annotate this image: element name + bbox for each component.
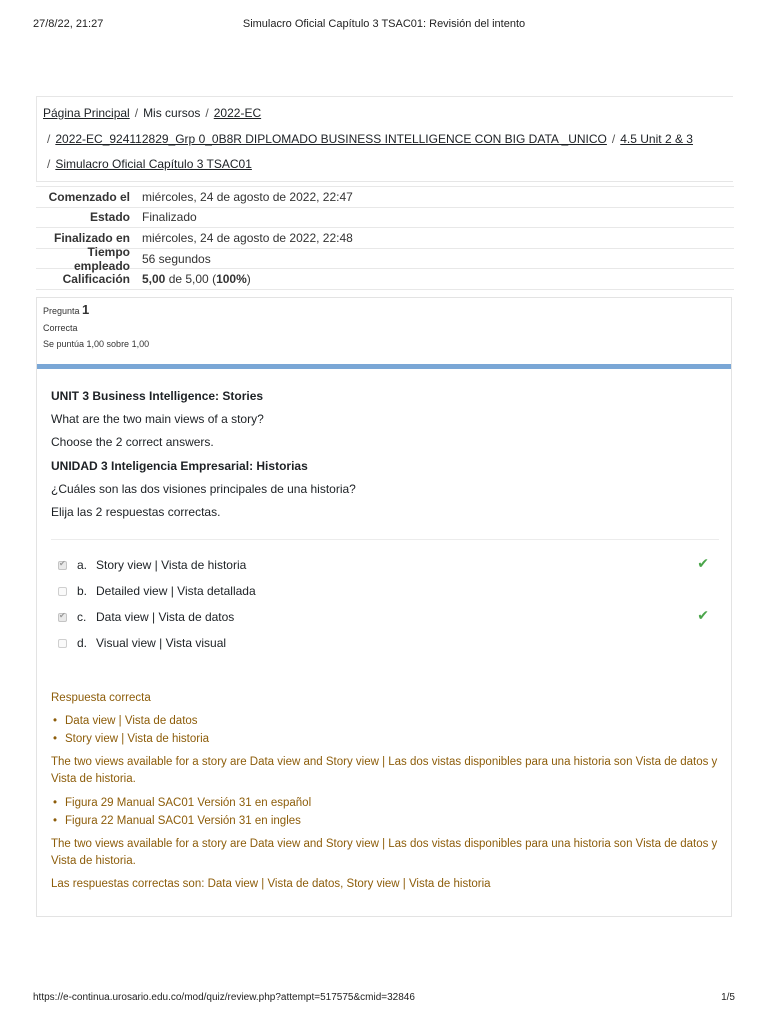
answer-checkbox[interactable] — [58, 639, 67, 648]
breadcrumb-separator: / — [134, 106, 139, 120]
print-title: Simulacro Oficial Capítulo 3 TSAC01: Revisión del intento — [242, 18, 526, 30]
grade-score: 5,00 — [142, 272, 166, 287]
question-text-line: Elija las 2 respuestas correctas. — [51, 504, 221, 519]
breadcrumb-quiz-link[interactable]: Simulacro Oficial Capítulo 3 TSAC01 — [55, 157, 252, 171]
summary-row-time-taken — [36, 244, 734, 273]
feedback-reference-list — [51, 794, 723, 830]
grade-percent: 100% — [216, 272, 247, 287]
feedback-list — [51, 712, 723, 748]
feedback-reference-item: • Figura 29 Manual SAC01 Versión 31 en español — [51, 794, 723, 812]
checkbox-check-icon: ✔ — [59, 610, 66, 620]
answer-text: Detailed view | Vista detallada — [96, 584, 256, 598]
question-divider-bar — [37, 364, 731, 369]
breadcrumb-separator: / — [205, 106, 209, 120]
question-card — [36, 297, 732, 917]
answer-option-c — [51, 604, 719, 630]
breadcrumb-separator: / — [611, 132, 616, 146]
feedback-paragraph: The two views available for a story are Data view and Story view | Las dos vistas disponibles para una historia son Vista de datos y Vista de historia. — [51, 756, 718, 785]
checkbox-check-icon: ✔ — [59, 558, 66, 568]
print-url: https://e-continua.urosario.edu.co/mod/quiz/review.php?attempt=517575&cmid=32846 — [33, 992, 415, 1003]
breadcrumb-category-link[interactable]: 2022-EC — [213, 106, 262, 120]
feedback-list-item: • Data view | Vista de datos — [51, 712, 723, 730]
answer-separator — [51, 539, 719, 540]
answer-letter: b. — [77, 584, 88, 598]
question-text-line: Choose the 2 correct answers. — [51, 435, 214, 450]
grade-out-of: de 5,00 ( — [165, 272, 217, 287]
summary-label: Tiempo empleado — [73, 244, 130, 273]
answer-text: Visual view | Vista visual — [96, 636, 227, 650]
summary-label: Finalizado en — [53, 230, 130, 245]
feedback-paragraph: The two views available for a story are Data view and Story view | Las dos vistas disponibles para una historia son Vista de datos y Vista de historia. — [51, 838, 718, 867]
answer-letter: c. — [77, 610, 87, 624]
attempt-summary-table — [36, 186, 734, 290]
summary-label: Calificación — [62, 272, 130, 287]
print-page-number: 1/5 — [721, 992, 735, 1003]
breadcrumb-home-link[interactable]: Página Principal — [43, 106, 130, 120]
answer-text: Data view | Vista de datos — [96, 610, 235, 624]
question-prefix: Pregunta — [43, 306, 80, 316]
answer-checkbox[interactable] — [58, 558, 67, 570]
correct-check-icon: ✔ — [697, 607, 709, 623]
right-answer-text: Las respuestas correctas son: Data view | Vista de datos, Story view | Vista de historia — [51, 878, 491, 890]
question-state: Correcta — [43, 323, 78, 333]
question-info — [43, 302, 149, 355]
breadcrumb-my-courses: Mis cursos — [143, 106, 201, 120]
print-timestamp: 27/8/22, 21:27 — [33, 18, 104, 30]
summary-label: Estado — [89, 210, 130, 225]
summary-row-grade — [36, 268, 734, 290]
summary-value: Finalizado — [142, 210, 197, 225]
question-number: 1 — [82, 302, 90, 317]
summary-label: Comenzado el — [48, 189, 130, 204]
question-text-line: What are the two main views of a story? — [51, 412, 264, 427]
answer-checkbox[interactable] — [58, 587, 67, 596]
summary-value: 56 segundos — [142, 251, 211, 266]
breadcrumb-course-link[interactable]: 2022-EC_924112829_Grp 0_0B8R DIPLOMADO BUSINESS INTELLIGENCE CON BIG DATA _UNICO — [55, 132, 607, 146]
feedback-list-item: • Story view | Vista de historia — [51, 730, 723, 748]
breadcrumb-section-link[interactable]: 4.5 Unit 2 & 3 — [620, 132, 693, 146]
feedback-title: Respuesta correcta — [51, 692, 151, 704]
answer-checkbox[interactable] — [58, 610, 67, 622]
question-text-line: UNIT 3 Business Intelligence: Stories — [51, 389, 264, 403]
breadcrumb-separator: / — [47, 157, 51, 171]
breadcrumb — [36, 96, 733, 182]
answer-option-d — [51, 630, 719, 656]
question-text-line: ¿Cuáles son las dos visiones principales de una historia? — [51, 481, 356, 496]
summary-row-state — [36, 207, 734, 228]
summary-row-started — [36, 186, 734, 207]
answer-option-a — [51, 552, 719, 578]
grade-close: ) — [246, 272, 251, 287]
answer-letter: a. — [77, 558, 88, 572]
breadcrumb-separator: / — [47, 132, 51, 146]
summary-value: miércoles, 24 de agosto de 2022, 22:48 — [142, 230, 353, 245]
question-feedback — [51, 690, 723, 892]
question-text-line: UNIDAD 3 Inteligencia Empresarial: Historias — [51, 458, 308, 473]
answer-text: Story view | Vista de historia — [96, 558, 247, 572]
print-footer — [33, 992, 735, 1003]
answer-letter: d. — [77, 636, 88, 650]
answer-option-b — [51, 578, 719, 604]
summary-grade-value — [142, 272, 251, 286]
summary-value: miércoles, 24 de agosto de 2022, 22:47 — [142, 189, 353, 204]
correct-check-icon: ✔ — [697, 555, 709, 571]
question-grade: Se puntúa 1,00 sobre 1,00 — [43, 339, 150, 349]
question-text — [51, 385, 356, 524]
feedback-reference-item: • Figura 22 Manual SAC01 Versión 31 en ingles — [51, 812, 723, 830]
answer-list — [51, 552, 719, 656]
